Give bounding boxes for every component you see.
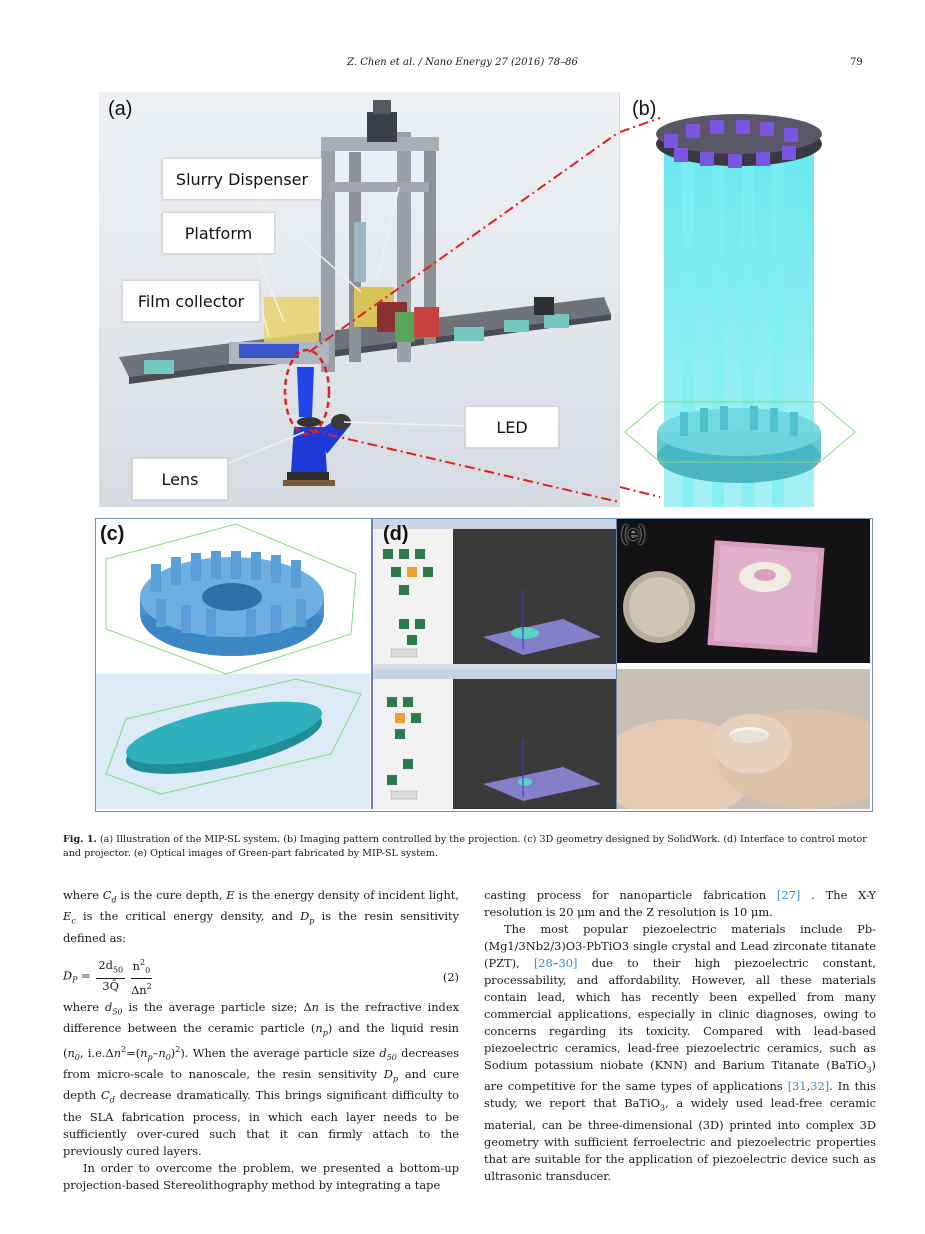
left-column: [63, 887, 459, 1194]
figure-panel-e: [617, 519, 870, 809]
green-part-photos: [617, 519, 870, 809]
citation-link[interactable]: 30]: [558, 956, 578, 970]
panel-d-tag: (d): [383, 523, 409, 545]
control-interface-screens: [373, 519, 616, 809]
citation-link[interactable]: [31: [787, 1079, 807, 1094]
callout-platform: Platform: [162, 212, 275, 254]
light-path: [297, 367, 314, 417]
citation-link[interactable]: 32]: [810, 1079, 830, 1094]
panel-b-tag: (b): [632, 98, 657, 120]
figure-panel-c: [96, 519, 370, 809]
figure-panel-d: [371, 519, 618, 809]
panel-a-tag: (a): [108, 98, 133, 120]
caption-label: Fig. 1.: [63, 834, 97, 845]
figure-caption: [63, 833, 875, 861]
panel-e-tag: (e): [621, 523, 646, 545]
citation-link[interactable]: [27]: [776, 888, 801, 902]
paragraph: In order to overcome the problem, we presented a bottom-up projection-based Stereolithography method by integrating a tape: [63, 1160, 459, 1192]
callout-led: LED: [465, 406, 559, 448]
caption-text: (a) Illustration of the MIP-SL system. (b) Imaging pattern controlled by the projection. (c) 3D geometry designed by SolidWork. (d) Interface to control motor and projector. (e) Optical images of Green-part fabricated by MIP-SL system.: [63, 834, 867, 859]
citation-link[interactable]: [28: [533, 956, 553, 970]
projection-pattern-illustration: [620, 92, 871, 507]
paragraph: The most popular piezoelectric materials include Pb-(Mg1/3Nb2/3)O3-PbTiO3 single crystal and Lead zirconate titanate (PZT), [28–30] due to their high piezoelectric constant, processability, and affordability. However, all these materials contain lead, which has recently been expelled from many commercial applications, especially in clinic diagnoses, owing to concerns regarding its toxicity. Compared with lead-based piezoelectric ceramics, lead-free piezoelectric ceramics, such as Sodium potassium niobate (KNN) and Barium Titanate (BaTiO$_3$) are competitive for the same types of applications [31,32]. In this study, we report that BaTiO$_3$, a widely used lead-free ceramic material, can be three-dimensional (3D) printed into complex 3D geometry with sufficient ferroelectric and piezoelectric properties that are suitable for the application of piezoelectric device such as ultrasonic transducer.: [484, 922, 876, 1183]
paragraph: casting process for nanoparticle fabrication [27] . The X-Y resolution is 20 μm and the Z resolution is 10 μm.: [484, 888, 876, 919]
equation-2: $D_P$ = $\frac{2d_{50}}{3Q̄}$ $\frac{n^2_0}{\Delta n^2}$ (2): [63, 947, 459, 999]
right-column: [484, 887, 876, 1185]
figure-panel-a: [99, 92, 619, 507]
figure-panel-b: [619, 92, 871, 507]
solidwork-geometry: [96, 519, 370, 809]
page-number: 79: [850, 57, 863, 68]
callout-slurry-dispenser: Slurry Dispenser: [162, 158, 322, 200]
callout-lens: Lens: [132, 458, 228, 500]
panel-c-tag: (c): [100, 523, 125, 545]
running-title: Z. Chen et al. / Nano Energy 27 (2016) 78–86: [347, 57, 578, 68]
equation-number: (2): [442, 969, 459, 984]
paragraph: where $C_d$ is the cure depth, E is the energy density of incident light, $E_c$ is the critical energy density, and $D_p$ is the resin sensitivity defined as:: [63, 888, 459, 945]
callout-film-collector: Film collector: [122, 280, 260, 322]
paragraph: where $d_{50}$ is the average particle size; Δn is the refractive index difference between the ceramic particle $(n_p)$ and the liquid resin ($n_0$, $i.e.\Delta n^2=(n_p-n_0)^2$). When the average particle size $d_{50}$ decreases from micro-scale to nanoscale, the resin sensitivity $D_p$ and cure depth $C_d$ decrease dramatically. This brings significant difficulty to the SLA fabrication process, in which each layer needs to be sufficiently over-cured such that it can firmly attach to the previously cured layers.: [63, 999, 460, 1158]
